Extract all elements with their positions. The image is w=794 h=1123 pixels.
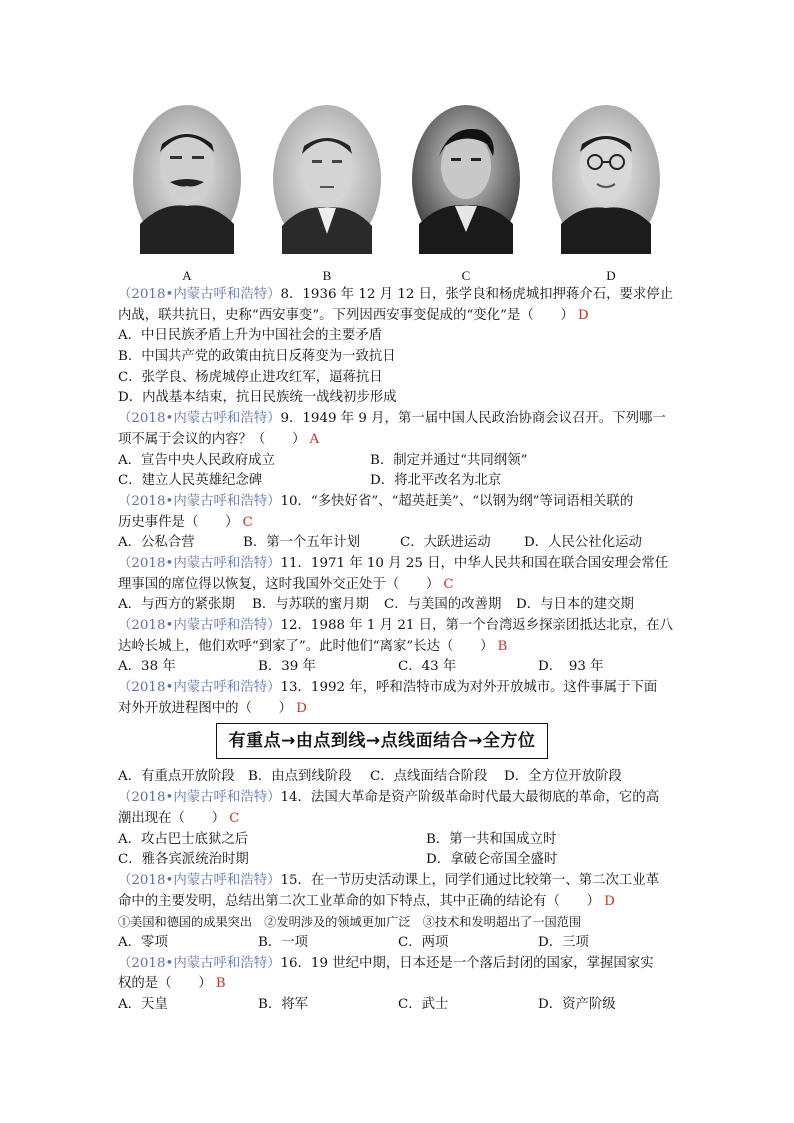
portrait-label-a: A: [182, 268, 192, 283]
q16-stem-line2: [118, 974, 678, 995]
q13-option-a: A．有重点开放阶段: [118, 769, 235, 785]
q13-option-d: D．全方位开放阶段: [504, 769, 622, 785]
q9-option-a: A．宣告中央人民政府成立: [118, 452, 275, 468]
q12-option-d: D． 93 年: [538, 659, 604, 675]
q14-stem-text1: 14．法国大革命是资产阶级革命时代最大最彻底的革命，它的高: [280, 790, 660, 806]
q14-option-a: A．攻占巴士底狱之后: [118, 831, 249, 847]
q15-option-d: D．三项: [538, 934, 589, 950]
q8-stem-line2: [118, 306, 678, 327]
q11-option-c: C．与美国的改善期: [384, 597, 502, 613]
q12-source: （2018•内蒙古呼和浩特）: [118, 618, 281, 633]
q14-option-d: D．拿破仑帝国全盛时: [426, 852, 558, 868]
q16-answer: B: [215, 976, 226, 992]
portrait-row: [127, 100, 672, 283]
q15-stem-text1: 15．在一节历史活动课上，同学们通过比较第一、第二次工业革: [280, 872, 660, 888]
q8-stem-text2: 内战，联共抗日，史称“西安事变”。下列因西安事变促成的“变化”是（ ）: [118, 307, 574, 323]
question-list: [118, 285, 678, 1016]
q9-option-b: B．制定并通过“共同纲领”: [370, 452, 528, 468]
portrait-b: [272, 104, 382, 254]
q16-stem-text1: 16．19 世纪中期，日本还是一个落后封闭的国家，掌握国家实: [280, 955, 654, 971]
q13-option-b: B．由点到线阶段: [248, 769, 352, 785]
q14-option-c: C．雅各宾派统治时期: [118, 852, 249, 868]
q12-option-c: C．43 年: [398, 659, 457, 675]
q11-stem-line2: [118, 575, 678, 596]
q16-source: （2018•内蒙古呼和浩特）: [118, 955, 281, 971]
q15-answer: D: [604, 893, 615, 909]
q9-stem-line1: [118, 409, 678, 430]
q13-option-c: C．点线面结合阶段: [370, 769, 488, 785]
q9-answer: A: [309, 431, 320, 447]
q9-stem-line2: [118, 430, 678, 451]
q16-option-b: B．将军: [258, 997, 309, 1012]
q13-stem-line2: [118, 699, 678, 720]
q14-source: （2018•内蒙古呼和浩特）: [118, 790, 281, 806]
q12-stem-text2: 达岭长城上，他们欢呼“到家了”。此时他们“离家”长达（ ）: [118, 638, 494, 654]
q11-options: [118, 595, 678, 616]
q13-stem-text2: 对外开放进程图中的（ ）: [118, 700, 293, 716]
q16-options: [118, 995, 678, 1016]
q16-stem-line1: [118, 954, 678, 975]
q9-source: （2018•内蒙古呼和浩特）: [118, 411, 281, 427]
q15-option-a: A．零项: [118, 934, 168, 950]
q8-option-b: B．中国共产党的政策由抗日反蒋变为一致抗日: [118, 349, 396, 365]
q9-option-d: D．将北平改名为北京: [370, 473, 502, 489]
q10-stem-text2: 历史事件是（ ）: [118, 514, 239, 530]
q15-stem-text2: 命中的主要发明，总结出第二次工业革命的如下特点，其中正确的结论有（ ）: [118, 893, 601, 909]
q8-option-c: C．张学良、杨虎城停止进攻红军，逼蒋抗日: [118, 369, 383, 385]
q10-source: （2018•内蒙古呼和浩特）: [118, 493, 281, 509]
q14-stem-text2: 潮出现在（ ）: [118, 810, 226, 826]
portrait-c: [411, 104, 521, 254]
q9-options-row2: [118, 471, 678, 492]
q16-option-a: A．天皇: [118, 997, 168, 1012]
portrait-label-d: D: [606, 268, 616, 283]
q8-answer: D: [577, 307, 589, 323]
q12-options: [118, 657, 678, 678]
q12-stem-line2: [118, 637, 678, 658]
q13-flow-box: 有重点→由点到线→点线面结合→全方位: [216, 723, 548, 759]
q15-stem-line1: [118, 871, 678, 892]
q15-source: （2018•内蒙古呼和浩特）: [118, 872, 281, 888]
q11-answer: C: [443, 576, 454, 592]
q15-options: [118, 933, 678, 954]
portrait-label-b: B: [322, 268, 332, 283]
q11-option-d: D．与日本的建交期: [516, 597, 634, 613]
q10-option-d: D．人民公社化运动: [524, 535, 642, 551]
q14-answer: C: [229, 810, 240, 826]
portrait-a: [132, 104, 242, 254]
q16-option-c: C．武士: [398, 997, 449, 1012]
q9-stem-text2: 项不属于会议的内容？（ ）: [118, 431, 306, 447]
q12-answer: B: [497, 638, 508, 654]
q11-source: （2018•内蒙古呼和浩特）: [118, 555, 281, 571]
q13-options: [118, 767, 678, 788]
q8-source: （2018•内蒙古呼和浩特）: [118, 287, 281, 302]
q9-options-row1: [118, 451, 678, 472]
q10-options: [118, 533, 678, 554]
q10-stem-text1: 10．“多快好省”、“超英赶美”、“以钢为纲”等词语相关联的: [280, 493, 634, 509]
q14-options-row1: [118, 830, 678, 851]
q9-stem-text1: 9．1949 年 9 月，第一届中国人民政治协商会议召开。下列哪一: [280, 411, 666, 427]
q15-statements: ①美国和德国的成果突出 ②发明涉及的领域更加广泛 ③技术和发明超出了一国范围: [118, 915, 582, 930]
q14-options-row2: [118, 850, 678, 871]
q10-stem-line2: [118, 513, 678, 534]
q13-flow-diagram: [118, 719, 678, 767]
q15-option-c: C．两项: [398, 934, 449, 950]
q12-option-b: B．39 年: [258, 659, 316, 675]
portrait-d: [551, 104, 661, 254]
q14-option-b: B．第一共和国成立时: [426, 831, 557, 847]
q10-option-b: B．第一个五年计划: [243, 535, 360, 551]
q8-option-a: A．中日民族矛盾上升为中国社会的主要矛盾: [118, 328, 383, 344]
q11-stem-text1: 11．1971 年 10 月 25 日，中华人民共和国在联合国安理会常任: [280, 555, 669, 571]
q15-stem-line2: [118, 892, 678, 913]
q12-option-a: A．38 年: [118, 659, 176, 675]
q12-stem-line1: [118, 616, 678, 637]
q8-stem-line1: [118, 285, 678, 306]
q13-stem-text1: 13．1992 年，呼和浩特市成为对外开放城市。这件事属于下面: [280, 680, 658, 696]
q14-stem-line1: [118, 788, 678, 809]
q10-stem-line1: [118, 492, 678, 513]
q8-option-d: D．内战基本结束，抗日民族统一战线初步形成: [118, 390, 397, 406]
portrait-label-c: C: [461, 268, 471, 283]
q15-option-b: B．一项: [258, 934, 309, 950]
q8-stem-text1: 8．1936 年 12 月 12 日，张学良和杨虎城扣押蒋介石，要求停止: [280, 287, 674, 302]
q9-option-c: C．建立人民英雄纪念碑: [118, 473, 263, 489]
q11-stem-text2: 理事国的席位得以恢复，这时我国外交正处于（ ）: [118, 576, 440, 592]
q13-answer: D: [296, 700, 307, 716]
q11-option-b: B．与苏联的蜜月期: [252, 597, 369, 613]
q13-stem-line1: [118, 678, 678, 699]
q14-stem-line2: [118, 809, 678, 830]
q11-stem-line1: [118, 554, 678, 575]
q16-stem-text2: 权的是（ ）: [118, 976, 212, 992]
q10-answer: C: [242, 514, 253, 530]
q12-stem-text1: 12．1988 年 1 月 21 日，第一个台湾返乡探亲团抵达北京，在八: [280, 618, 674, 633]
q16-option-d: D．资产阶级: [538, 997, 616, 1012]
q10-option-c: C．大跃进运动: [400, 535, 491, 551]
q10-option-a: A．公私合营: [118, 535, 195, 551]
q13-source: （2018•内蒙古呼和浩特）: [118, 680, 281, 696]
q11-option-a: A．与西方的紧张期: [118, 597, 235, 613]
